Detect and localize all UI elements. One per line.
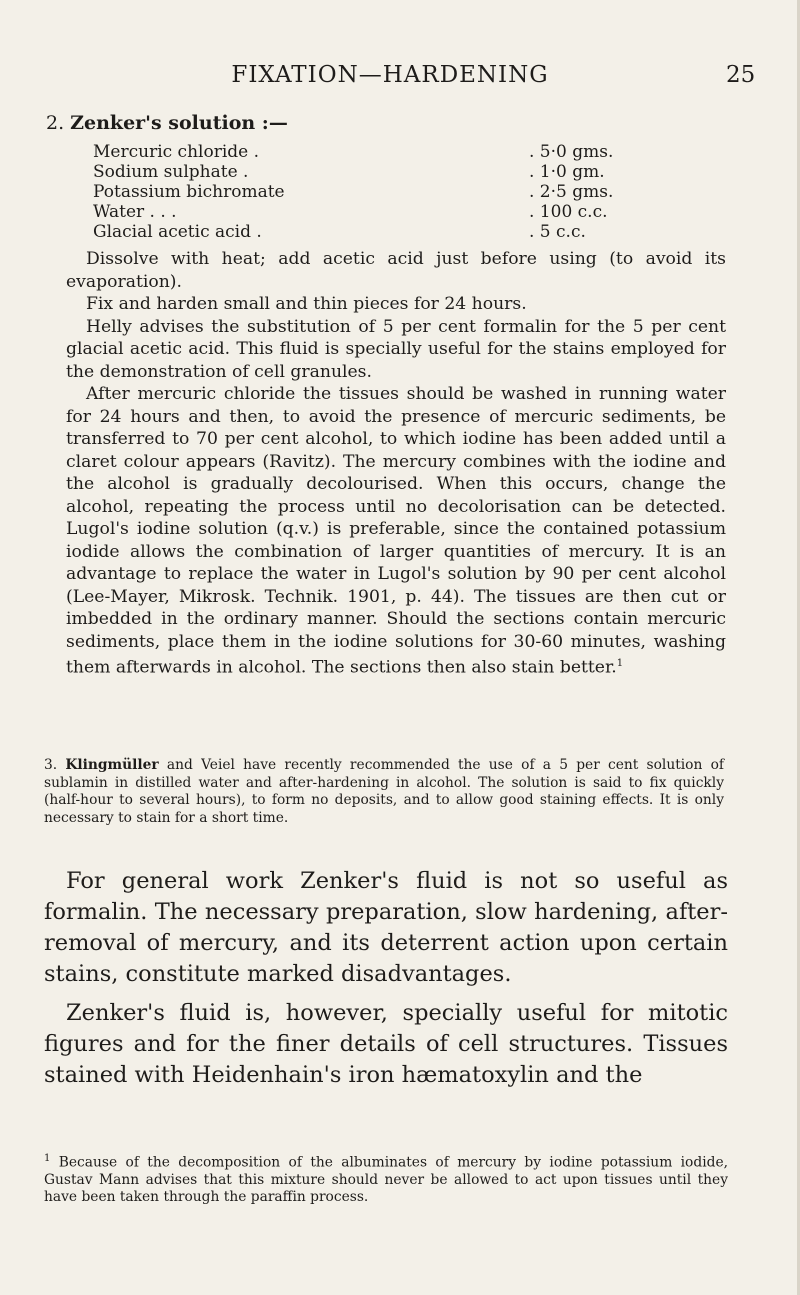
paragraph-general-work: For general work Zenker's fluid is not so useful as formalin. The necessary preparation, slow hardening, after-removal of mercury, and its deterrent action upon certain stains, constitute marked disadvantages. <box>44 868 728 987</box>
item-number: 2. <box>46 112 65 134</box>
footnote-ref: 1 <box>616 658 624 669</box>
running-head: FIXATION—HARDENING <box>231 62 549 88</box>
page-header <box>0 62 800 102</box>
paragraph-dissolve: Dissolve with heat; add acetic acid just before using (to avoid its evaporation). <box>66 249 726 292</box>
recipe-row <box>93 202 653 222</box>
section-heading-zenker <box>46 112 288 134</box>
paragraph-mitotic: Zenker's fluid is, however, specially useful for mitotic figures and for the finer details of cell structures. Tissues stained with Heidenhain's iron hæmatoxylin and the <box>44 1000 728 1088</box>
ingredient-quantity: . 5·0 gms. <box>529 142 614 162</box>
item-number: 3. <box>44 757 58 773</box>
body-text <box>44 866 728 1091</box>
recipe-row <box>93 182 653 202</box>
paragraph-helly: Helly advises the substitution of 5 per cent formalin for the 5 per cent glacial acetic acid. This fluid is specially useful for the stains employed for the demonstration of cell granules. <box>66 316 726 382</box>
item-title: Zenker's solution :— <box>70 112 288 134</box>
recipe-row <box>93 142 653 162</box>
recipe-row <box>93 162 653 182</box>
ingredient-quantity: . 100 c.c. <box>529 202 608 222</box>
ingredient-name: Mercuric chloride . <box>93 142 260 162</box>
paragraph-washing <box>66 383 726 679</box>
ingredient-quantity: . 2·5 gms. <box>529 182 614 202</box>
ingredient-quantity: . 1·0 gm. <box>529 162 605 182</box>
ingredient-name: Potassium bichromate <box>93 182 285 202</box>
footnote-mark: 1 <box>44 1153 51 1164</box>
recipe-list <box>93 142 653 242</box>
page-number: 25 <box>726 62 756 88</box>
ingredient-name: Glacial acetic acid . <box>93 222 262 242</box>
item-klingmuller <box>44 757 724 827</box>
ingredient-name: Sodium sulphate . <box>93 162 249 182</box>
ingredient-quantity: . 5 c.c. <box>529 222 586 242</box>
paragraph-washing-text: After mercuric chloride the tissues should be washed in running water for 24 hours and then, to avoid the presence of mercuric sediments, be transferred to 70 per cent alcohol, to which iodine has been added until a claret colour appears (Ravitz). The mercury combines with the iodine and the alcohol is gradually decolourised. When this occurs, change the alcohol, repeating the process until no decolorisation can be detected. Lugol's iodine solution (q.v.) is preferable, since the contained potassium iodide allows the combination of larger quantities of mercury. It is an advantage to replace the water in Lugol's solution by 90 per cent alcohol (Lee-Mayer, Mikrosk. Technik. 1901, p. 44). The tissues are then cut or imbedded in the ordinary manner. Should the sections contain mercuric sediments, place them in the iodine solutions for 30-60 minutes, washing them afterwards in alcohol. The sections then also stain better. <box>66 384 726 678</box>
item-text: and Veiel have recently recommended the use of a 5 per cent solution of sublamin in distilled water and after-hardening in alcohol. The solution is said to fix quickly (half-hour to several hours), to form no deposits, and to allow good staining effects. It is only necessary to stain for a short time. <box>44 757 724 826</box>
author-name: Klingmüller <box>65 757 159 773</box>
footnote <box>44 1150 728 1206</box>
ingredient-name: Water . . . <box>93 202 177 222</box>
zenker-instructions <box>66 248 726 679</box>
footnote-text: Because of the decomposition of the albuminates of mercury by iodine potassium iodide, Gustav Mann advises that this mixture should never be allowed to act upon tissues until they have been taken through the paraffin process. <box>44 1154 728 1205</box>
recipe-row <box>93 222 653 242</box>
paragraph-fix: Fix and harden small and thin pieces for 24 hours. <box>86 294 527 314</box>
